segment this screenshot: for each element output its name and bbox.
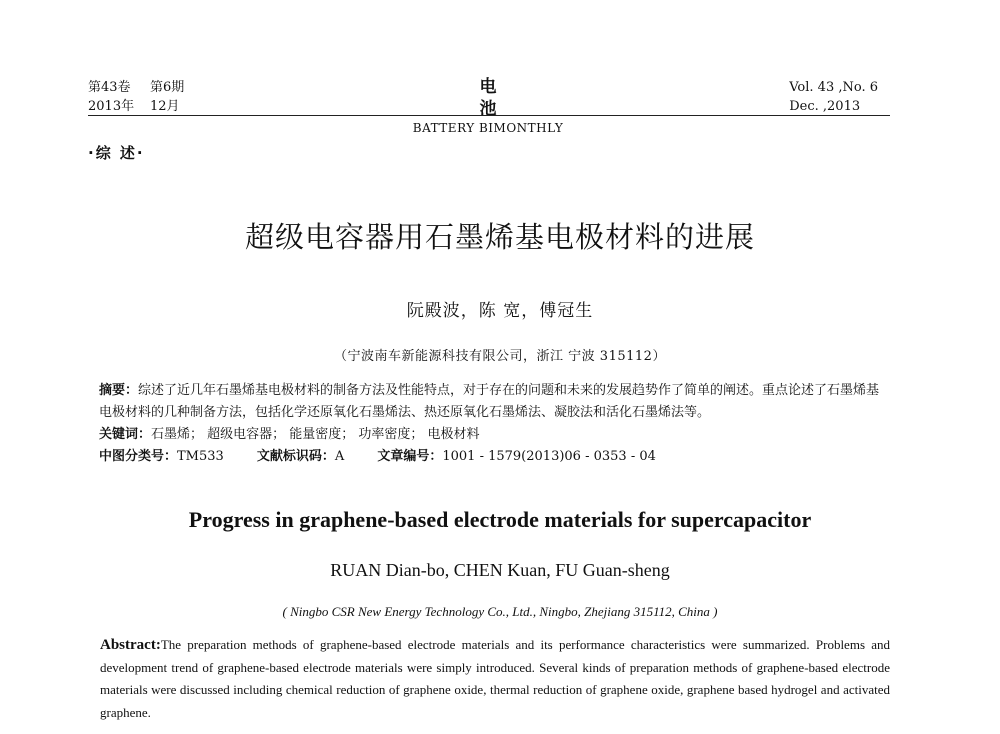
running-header [88,74,888,135]
title-en: Progress in graphene-based electrode materials for supercapacitor [188,507,812,532]
abstract-text-cn: 综述了近几年石墨烯基电极材料的制备方法及性能特点，对于存在的问题和未来的发展趋势作了简单的阐述。重点论述了石墨烯基电极材料的几种制备方法，包括化学还原氧化石墨烯法、热还原氧化石墨烯法、凝胶法和活化石墨烯法等。 [99,383,880,420]
journal-name-cn: 电池 [479,77,567,119]
journal-name [388,76,588,137]
volume-en: Vol. 43 ,No. 6 [789,80,878,95]
doc-code-label: 文献标识码： [256,449,335,464]
article-no-value: 1001 - 1579(2013)06 - 0353 - 04 [442,449,656,464]
article-no-label: 文章编号： [377,449,443,464]
abstract-block-cn [99,380,889,468]
issue-info-en [789,78,878,116]
authors-en: RUAN Dian-bo, CHEN Kuan, FU Guan-sheng [330,560,670,580]
doc-code-value: A [334,449,345,464]
keywords-text-cn: 石墨烯； 超级电容器； 能量密度； 功率密度； 电极材料 [151,427,480,442]
classification-line [99,446,889,468]
abstract-label-cn: 摘要： [99,383,139,398]
abstract-cn [99,380,889,424]
journal-name-en: BATTERY BIMONTHLY [412,121,564,135]
issue-info-cn [88,78,184,116]
affiliation-cn: （宁波南车新能源科技有限公司，浙江 宁波 315112） [334,349,666,364]
abstract-label-en: Abstract: [100,637,161,653]
volume-cn: 第43卷 [88,80,131,95]
issue-cn: 第6期 [150,80,185,95]
abstract-text-en: The preparation methods of graphene-based electrode materials and its performance characteristics were summarized. Problems and development trend of graphene-based electrode materials were simply introduced. Several kinds of preparation methods of graphene-based electrode materials were discussed including chemical reduction of graphene oxide, thermal reduction of graphene oxide, graphene based hydrogel and activated graphene. [100,637,890,720]
authors-cn: 阮殿波，陈 宽，傅冠生 [406,301,594,321]
keywords-label-cn: 关键词： [99,427,152,442]
header-rule [88,115,890,116]
abstract-block-en [100,634,890,724]
section-tag: ·综 述· [88,144,145,162]
keywords-cn [99,424,889,446]
date-en: Dec. ,2013 [789,99,861,114]
year-cn: 2013年 [88,99,135,114]
abstract-en [100,634,890,724]
month-cn: 12月 [150,99,180,114]
clc-value: TM533 [177,449,224,464]
title-cn: 超级电容器用石墨烯基电极材料的进展 [244,220,755,254]
affiliation-en: ( Ningbo CSR New Energy Technology Co., Ltd., Ningbo, Zhejiang 315112, China ) [282,604,718,619]
clc-label: 中图分类号： [99,449,178,464]
